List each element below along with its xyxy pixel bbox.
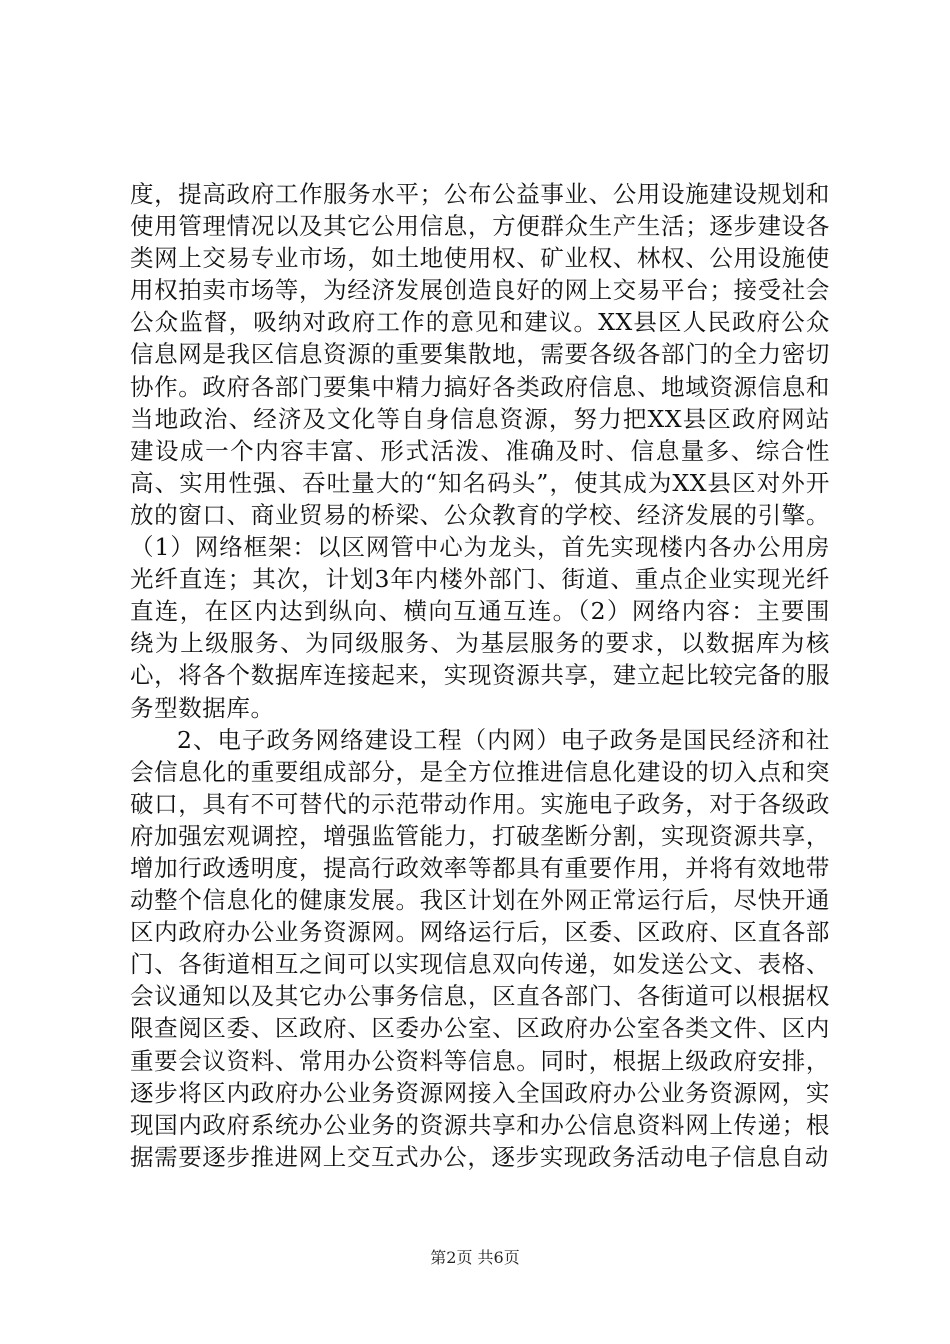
page-number-footer: 第2页 共6页: [430, 1248, 520, 1267]
paragraph-2: 2、电子政务网络建设工程（内网）电子政务是国民经济和社会信息化的重要组成部分，是全方位推进信息化建设的切入点和突破口，具有不可替代的示范带动作用。实施电子政务，对于各级政府加强宏观调控，增强监管能力，打破垄断分割，实现资源共享，增加行政透明度，提高行政效率等都具有重要作用，并将有效地带动整个信息化的健康发展。我区计划在外网正常运行后，尽快开通区内政府办公业务资源网。网络运行后，区委、区政府、区直各部门、各街道相互之间可以实现信息双向传递，如发送公文、表格、会议通知以及其它办公事务信息，区直各部门、各街道可以根据权限查阅区委、区政府、区委办公室、区政府办公室各类文件、区内重要会议资料、常用办公资料等信息。同时，根据上级政府安排，逐步将区内政府办公业务资源网接入全国政府办公业务资源网，实现国内政府系统办公业务的资源共享和办公信息资料网上传递；根据需要逐步推进网上交互式办公，逐步实现政务活动电子信息自动: [130, 725, 830, 1171]
document-body: [130, 178, 830, 1173]
paragraph-1: 度，提高政府工作服务水平；公布公益事业、公用设施建设规划和使用管理情况以及其它公用信息，方便群众生产生活；逐步建设各类网上交易专业市场，如土地使用权、矿业权、林权、公用设施使用权拍卖市场等，为经济发展创造良好的网上交易平台；接受社会公众监督，吸纳对政府工作的意见和建议。XX县区人民政府公众信息网是我区信息资源的重要集散地，需要各级各部门的全力密切协作。政府各部门要集中精力搞好各类政府信息、地域资源信息和当地政治、经济及文化等自身信息资源，努力把XX县区政府网站建设成一个内容丰富、形式活泼、准确及时、信息量多、综合性高、实用性强、吞吐量大的“知名码头”，使其成为XX县区对外开放的窗口、商业贸易的桥梁、公众教育的学校、经济发展的引擎。（1）网络框架：以区网管中心为龙头，首先实现楼内各办公用房光纤直连；其次，计划3年内楼外部门、街道、重点企业实现光纤直连，在区内达到纵向、横向互通互连。（2）网络内容：主要围绕为上级服务、为同级服务、为基层服务的要求，以数据库为核心，将各个数据库连接起来，实现资源共享，建立起比较完备的服务型数据库。: [130, 180, 830, 722]
